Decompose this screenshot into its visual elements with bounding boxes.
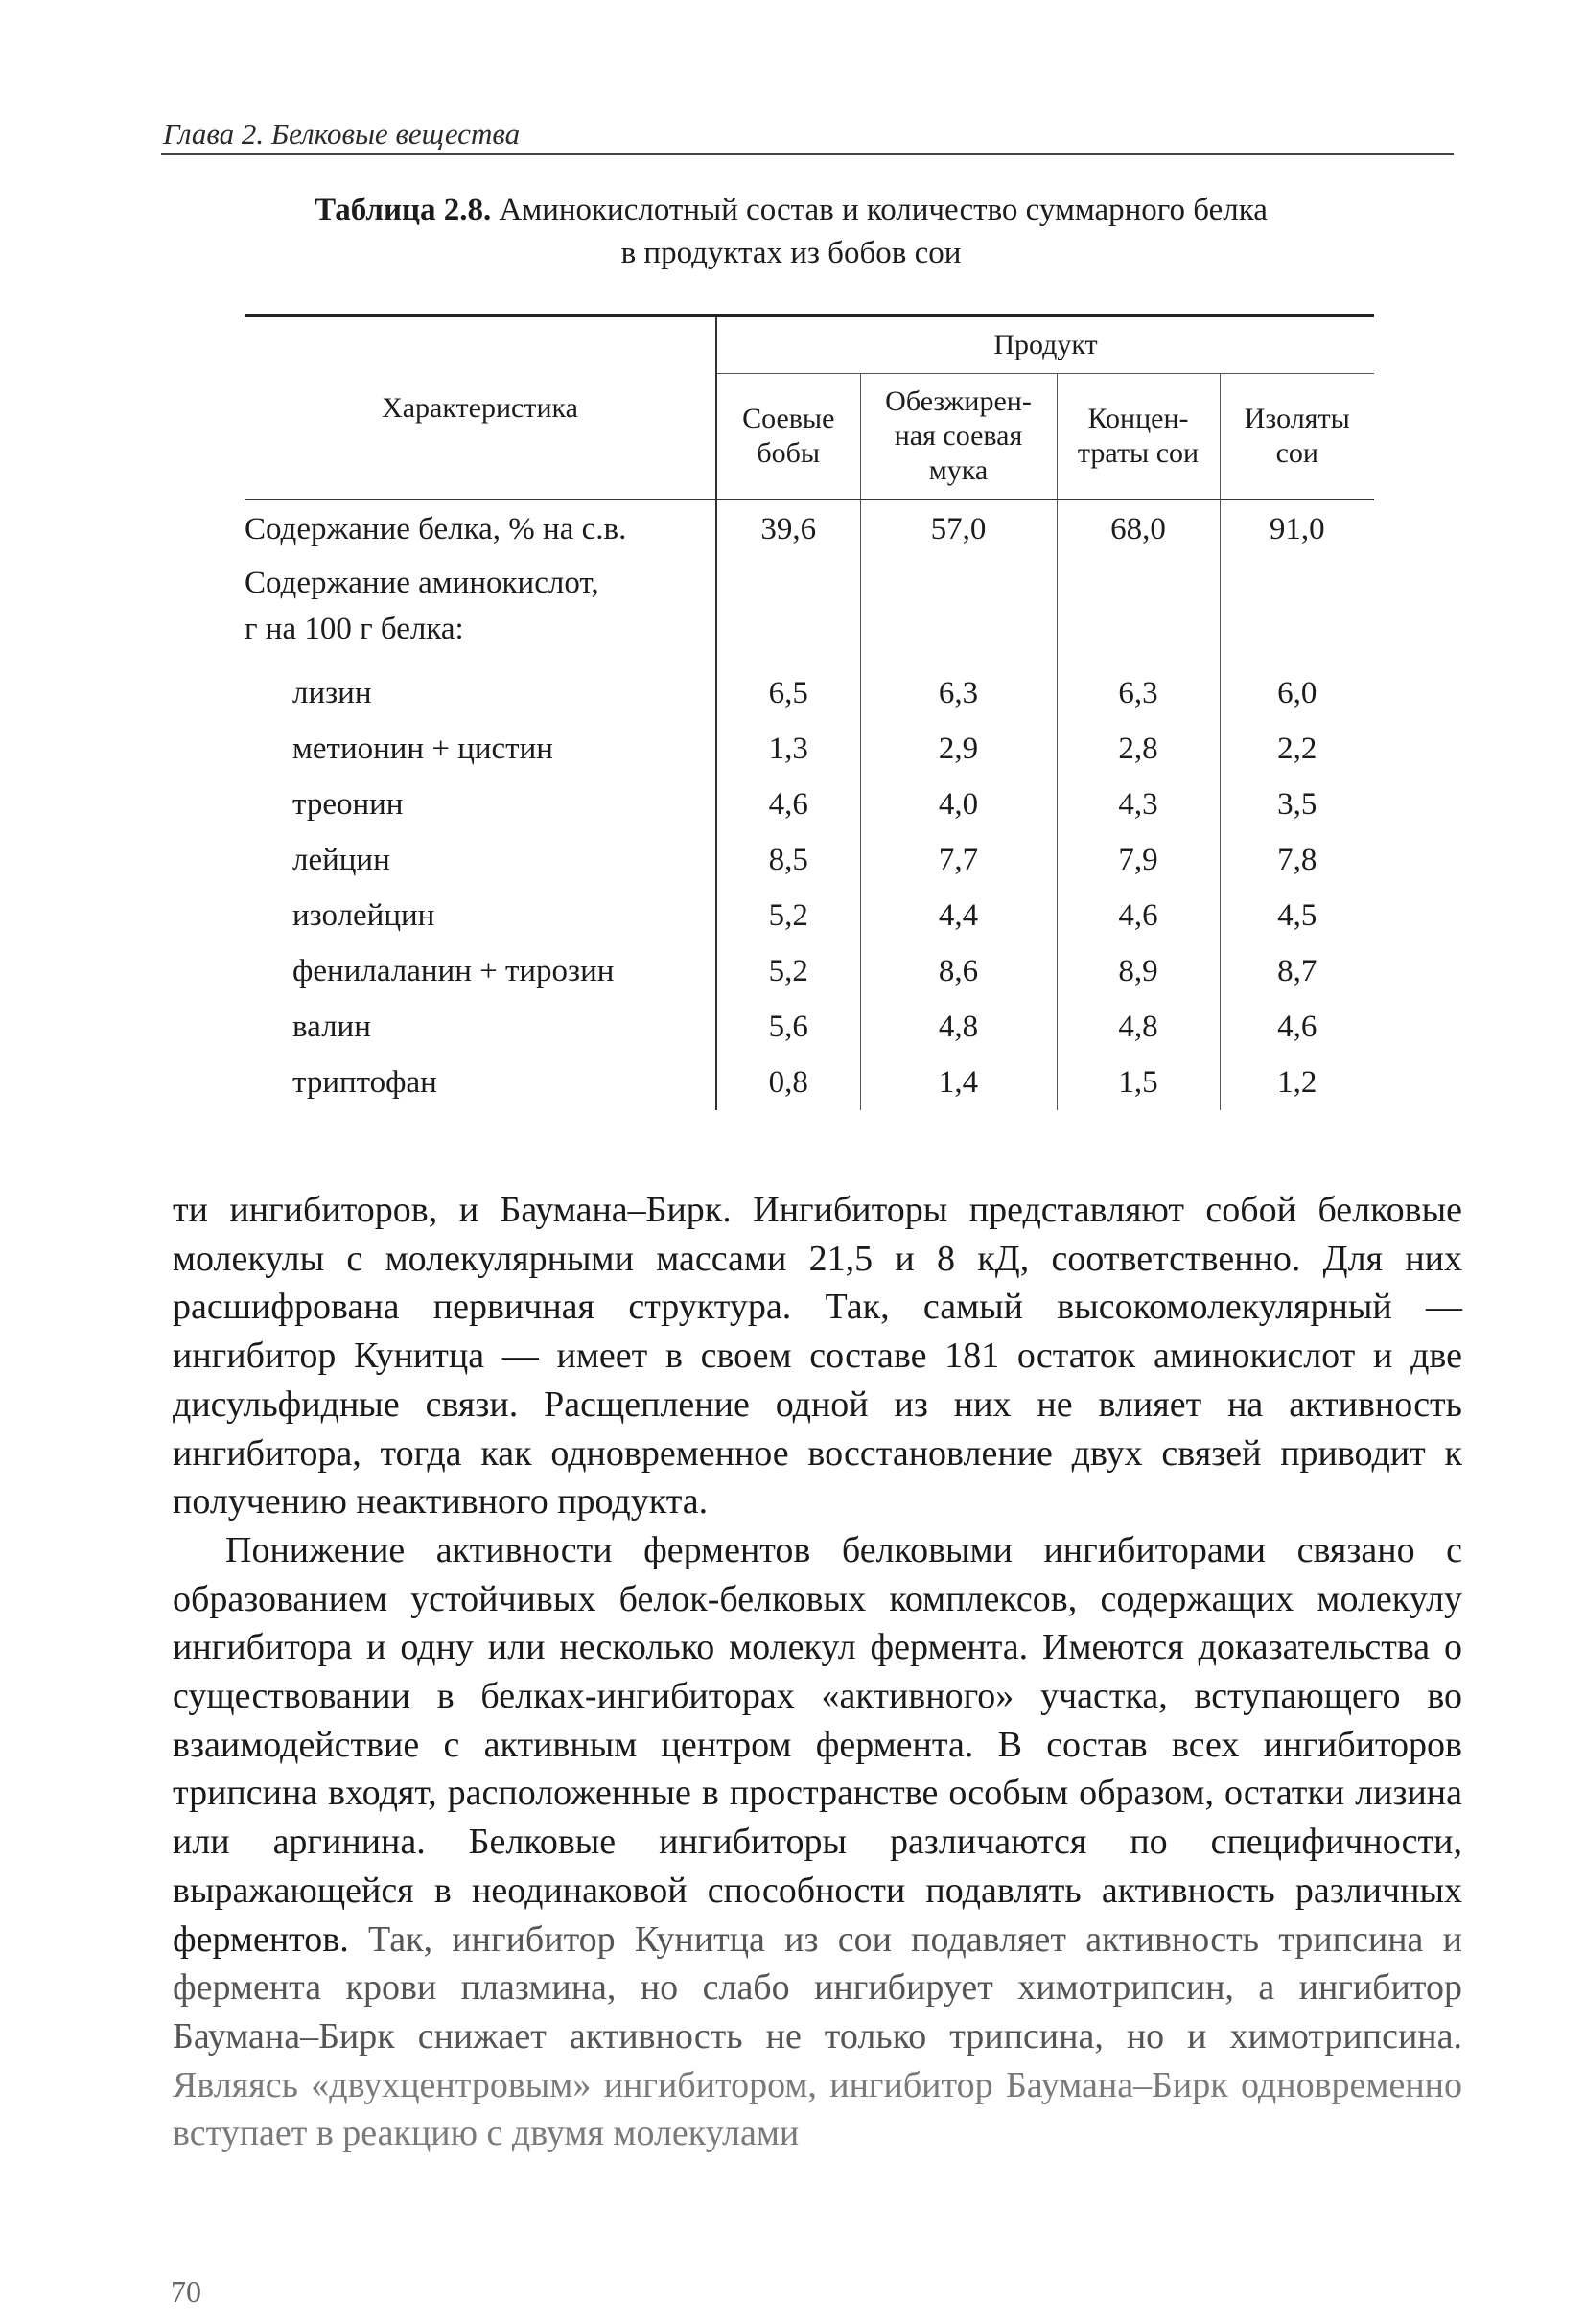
running-title: Глава 2. Белковые вещества — [163, 117, 521, 151]
paragraph: ти ингибиторов, и Баумана–Бирк. Ингибиторы представляют собой белковые молекулы с молекулярными массами 21,5 и 8 кД, соответственно. Для них расшифрована первичная структура. Так, самый высокомолекулярный — ингибитор Кунитца — имеет в своем составе 181 остаток аминокислот и две дисульфидные связи. Расщепление одной из них не влияет на активность ингибитора, тогда как одновременное восстановление двух связей приводит к получению неактивного продукта. — [173, 1190, 1462, 1522]
row-label: лейцин — [245, 832, 716, 888]
column-header-line: мука — [928, 454, 989, 486]
table-row — [245, 721, 1374, 777]
table-cell: 1,4 — [860, 1055, 1057, 1110]
table-cell: 6,3 — [860, 665, 1057, 721]
amino-header-line: Содержание аминокислот, — [245, 566, 599, 600]
column-header-defatted-flour — [860, 374, 1057, 500]
table-row — [245, 777, 1374, 832]
header-characteristic: Характеристика — [245, 316, 716, 500]
row-label: фенилаланин + тирозин — [245, 943, 716, 999]
table-cell: 8,6 — [860, 943, 1057, 999]
table-cell: 8,5 — [768, 842, 808, 877]
row-label: валин — [245, 999, 716, 1055]
table-cell: 8,9 — [1057, 943, 1220, 999]
amino-acid-table — [245, 314, 1374, 1110]
row-label: метионин + цистин — [245, 721, 716, 777]
column-header-line: траты сои — [1077, 437, 1200, 469]
row-label: лизин — [245, 665, 716, 721]
table-cell: 4,6 — [1220, 999, 1374, 1055]
table-cell: 1,3 — [768, 731, 808, 766]
paragraph-faded: Являясь «двухцентровым» ингибитором, ингибитор Баумана–Бирк одновременно вступает в реакцию с двумя молекулами — [173, 2064, 1462, 2154]
table-cell: 2,9 — [860, 721, 1057, 777]
row-label — [245, 558, 716, 665]
table-cell: 6,5 — [768, 675, 808, 710]
body-text — [173, 1186, 1462, 2158]
header-rule — [161, 153, 1454, 155]
table-cell: 4,6 — [768, 786, 808, 822]
paragraph — [173, 1526, 1462, 2158]
table-cell: 68,0 — [1057, 500, 1220, 558]
amino-header-line: г на 100 г белка: — [245, 612, 464, 646]
table-cell: 2,2 — [1220, 721, 1374, 777]
column-header-isolates — [1220, 374, 1374, 500]
table-cell: 5,6 — [768, 1009, 808, 1044]
table-cell: 3,5 — [1220, 777, 1374, 832]
row-label: триптофан — [245, 1055, 716, 1110]
column-header-line: ная соевая — [894, 420, 1023, 452]
table-row — [245, 888, 1374, 943]
table-cell: 7,8 — [1220, 832, 1374, 888]
table-cell: 6,0 — [1220, 665, 1374, 721]
row-label: изолейцин — [245, 888, 716, 943]
row-label: треонин — [245, 777, 716, 832]
column-header-line: Соевые — [742, 403, 835, 434]
paragraph-main: Понижение активности ферментов белковыми ингибиторами связано с образованием устойчивых белок-белковых комплексов, содержащих молекулу ингибитора и одну или несколько молекул фермента. Имеются доказательства о существовании в белках-ингибиторах «активного» участка, вступающего во взаимодействие с активным центром фермента. В состав всех ингибиторов трипсина входят, расположенные в пространстве особым образом, остатки лизина или аргинина. Белковые ингибиторы различаются по специфичности, выражающейся в неодинаковой способности подавлять активность различных ферментов. — [173, 1529, 1462, 1960]
column-header-line: Концен- — [1087, 403, 1189, 434]
table-cell: 7,9 — [1057, 832, 1220, 888]
paragraph-faded: Так, ингибитор Кунитца из сои подавляет активность трипсина и фермента крови плазмина, но слабо ингибирует химотрипсин, а ингибитор Баумана–Бирк снижает активность не только трипсина, но и химотрипсина. — [173, 1918, 1462, 2057]
table-cell: 1,2 — [1220, 1055, 1374, 1110]
table-label: Таблица 2.8. — [315, 193, 492, 227]
table-cell — [860, 558, 1057, 665]
table-cell: 4,0 — [860, 777, 1057, 832]
table-cell: 4,4 — [860, 888, 1057, 943]
column-header-line: сои — [1275, 437, 1318, 469]
table-cell: 39,6 — [760, 511, 817, 546]
table-cell: 91,0 — [1220, 500, 1374, 558]
table-cell: 6,3 — [1057, 665, 1220, 721]
table-cell — [1057, 558, 1220, 665]
table-cell: 2,8 — [1057, 721, 1220, 777]
table-cell: 8,7 — [1220, 943, 1374, 999]
table-caption-line2: в продуктах из бобов сои — [620, 236, 962, 270]
amino-rows — [245, 665, 1374, 1110]
table-row — [245, 943, 1374, 999]
column-header-line: Обезжирен- — [885, 385, 1032, 417]
table-cell: 1,5 — [1057, 1055, 1220, 1110]
table-cell: 0,8 — [768, 1064, 808, 1100]
table-cell: 4,5 — [1220, 888, 1374, 943]
column-header-line: бобы — [757, 437, 821, 469]
table-cell: 4,8 — [1057, 999, 1220, 1055]
page-number: 70 — [171, 2274, 201, 2309]
table-cell — [716, 558, 860, 665]
table-row — [245, 1055, 1374, 1110]
table-cell — [1220, 558, 1374, 665]
table-cell: 5,2 — [768, 953, 808, 988]
row-label: Содержание белка, % на с.в. — [245, 500, 716, 558]
table-row — [245, 832, 1374, 888]
table-row-amino-header — [245, 558, 1374, 665]
column-header-concentrates — [1057, 374, 1220, 500]
table-cell: 57,0 — [860, 500, 1057, 558]
table-cell: 7,7 — [860, 832, 1057, 888]
table-row-protein — [245, 500, 1374, 558]
header-product: Продукт — [716, 316, 1374, 374]
table-row — [245, 999, 1374, 1055]
column-header-line: Изоляты — [1244, 403, 1350, 434]
table-cell: 5,2 — [768, 897, 808, 933]
column-header-soybeans — [716, 374, 860, 500]
table-caption-line1: Аминокислотный состав и количество суммарного белка — [499, 193, 1268, 227]
table-row — [245, 665, 1374, 721]
table-cell: 4,6 — [1057, 888, 1220, 943]
table-caption — [192, 189, 1390, 275]
table-cell: 4,3 — [1057, 777, 1220, 832]
table-cell: 4,8 — [860, 999, 1057, 1055]
